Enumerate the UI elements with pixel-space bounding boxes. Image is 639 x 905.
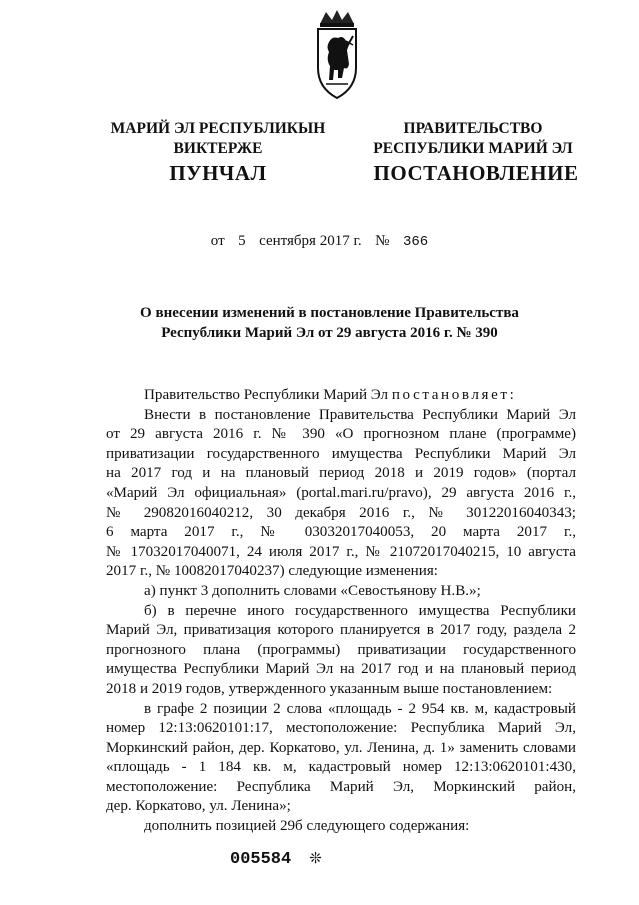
date-prefix: от bbox=[210, 233, 225, 249]
body-line: 2018 и 2019 годов, утвержденного указанным выше постановлением: bbox=[106, 680, 553, 697]
body-line: дер. Коркатово, ул. Ленина»; bbox=[106, 798, 291, 815]
body-line: на 2017 год и на плановый период 2018 и 2019 годов» (портал bbox=[106, 465, 576, 482]
preamble-text: Правительство Республики Марий Эл bbox=[144, 387, 392, 403]
paragraph-item-b bbox=[106, 602, 576, 700]
paragraph-add-position: дополнить позицией 29б следующего содержания: bbox=[144, 818, 470, 835]
body-line: Марий Эл, приватизация которого планируется в 2017 году, раздела 2 bbox=[106, 622, 576, 639]
ornament-icon: ❊ bbox=[309, 849, 322, 867]
paragraph-column2 bbox=[106, 700, 576, 818]
date-line bbox=[0, 233, 639, 250]
header-right-line1: ПРАВИТЕЛЬСТВО bbox=[403, 120, 543, 137]
body-line: 2017 г., № 10082017040237) следующие изменения: bbox=[106, 563, 438, 580]
coat-of-arms-icon bbox=[296, 8, 378, 102]
body-line: прогнозного плана (программы) приватизации государственного bbox=[106, 641, 576, 658]
date-month-year: сентября 2017 г. bbox=[259, 233, 362, 249]
paragraph-item-a: а) пункт 3 дополнить словами «Севостьянову Н.В.»; bbox=[144, 582, 481, 599]
body-line: Моркинский район, дер. Коркатово, ул. Ленина, д. 1» заменить словами bbox=[106, 739, 576, 756]
title-line2: Республики Марий Эл от 29 августа 2016 г. № 390 bbox=[161, 325, 498, 341]
header-left-line2: ВИКТЕРЖЕ bbox=[173, 140, 263, 157]
header-right-title: ПОСТАНОВЛЕНИЕ bbox=[373, 161, 579, 185]
header-left-title: ПУНЧАЛ bbox=[169, 161, 267, 185]
serial-number: 005584 bbox=[230, 850, 292, 869]
header-right-block bbox=[368, 119, 578, 159]
body-line: № 29082016040212, 30 декабря 2016 г., № 30122016040343; bbox=[106, 504, 576, 521]
body-line: имущества Республики Марий Эл на 2017 год и на плановый период bbox=[106, 661, 576, 678]
header-left-block bbox=[108, 119, 328, 159]
number-sign: № bbox=[375, 233, 390, 249]
body-line: 6 марта 2017 г., № 03032017040053, 20 марта 2017 г., bbox=[106, 524, 576, 541]
body-line: номер 12:13:0620101:17, местоположение: Республика Марий Эл, bbox=[106, 720, 576, 737]
preamble-decree-word: постановляет: bbox=[391, 387, 517, 403]
paragraph-preamble bbox=[106, 386, 576, 406]
document-body bbox=[106, 386, 576, 837]
paragraph-main bbox=[106, 406, 576, 582]
document-title bbox=[120, 303, 539, 343]
body-line: местоположение: Республика Марий Эл, Моркинский район, bbox=[106, 778, 576, 795]
date-day: 5 bbox=[238, 233, 246, 249]
header-left-line1: МАРИЙ ЭЛ РЕСПУБЛИКЫН bbox=[110, 120, 326, 137]
body-line: Внести в постановление Правительства Республики Марий Эл bbox=[144, 406, 576, 423]
header-right-line2: РЕСПУБЛИКИ МАРИЙ ЭЛ bbox=[373, 140, 573, 157]
footer-serial bbox=[230, 849, 410, 869]
body-line: от 29 августа 2016 г. № 390 «О прогнозном плане (программе) bbox=[106, 426, 576, 443]
body-line: приватизации государственного имущества Республики Марий Эл bbox=[106, 445, 576, 462]
body-line: «Марий Эл официальная» (portal.mari.ru/pravo), 29 августа 2016 г., bbox=[106, 484, 576, 501]
body-line: «площадь - 1 184 кв. м, кадастровый номер 12:13:0620101:430, bbox=[106, 759, 576, 776]
document-number: 366 bbox=[402, 234, 429, 250]
body-line: в графе 2 позиции 2 слова «площадь - 2 954 кв. м, кадастровый bbox=[144, 700, 576, 717]
title-line1: О внесении изменений в постановление Правительства bbox=[140, 305, 519, 321]
body-line: б) в перечне иного государственного имущества Республики bbox=[144, 602, 576, 619]
body-line: № 17032017040071, 24 июля 2017 г., № 21072017040215, 10 августа bbox=[106, 543, 576, 560]
